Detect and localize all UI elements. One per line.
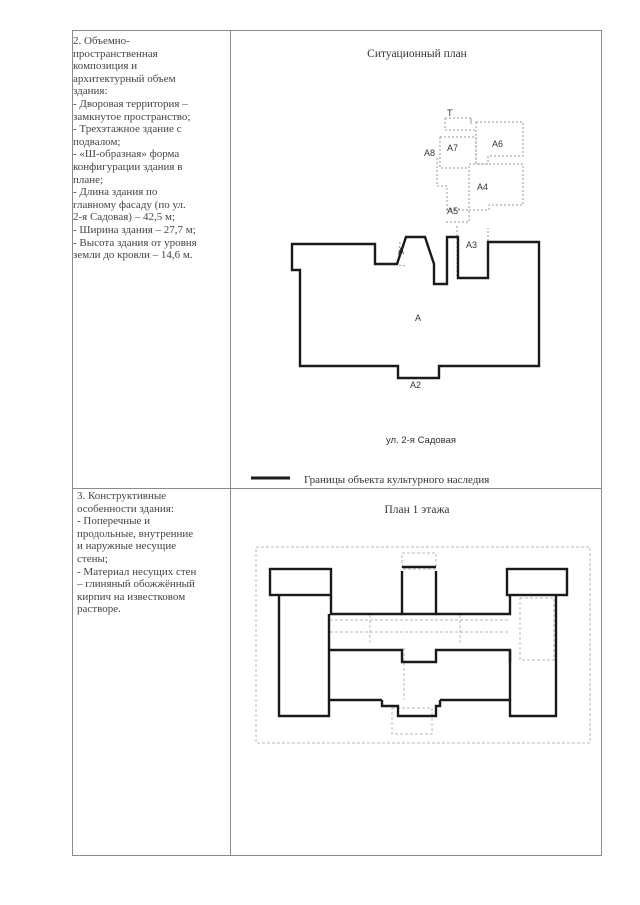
text-line: - Материал несущих стен bbox=[77, 565, 197, 578]
text-line: подвалом; bbox=[73, 135, 121, 148]
plan-faint-lines bbox=[256, 547, 590, 743]
text-line: - Трехэтажное здание с bbox=[73, 123, 182, 136]
situation-plan-drawing bbox=[230, 90, 602, 490]
label-a7: А7 bbox=[447, 143, 459, 153]
text-line: - «Ш-образная» форма bbox=[73, 148, 180, 161]
street-label: ул. 2-я Садовая bbox=[386, 435, 457, 446]
label-a3: А3 bbox=[466, 240, 478, 250]
label-a8: А8 bbox=[424, 148, 436, 158]
plan-walls bbox=[270, 567, 567, 716]
heritage-boundary bbox=[292, 237, 539, 378]
text-line: кирпич на известковом bbox=[77, 590, 186, 603]
text-line: – глиняный обожжённый bbox=[77, 578, 195, 591]
floor-plan-drawing bbox=[240, 540, 600, 760]
text-line: стены; bbox=[77, 552, 108, 565]
text-line: главному фасаду (по ул. bbox=[73, 198, 186, 211]
label-a1: А bbox=[398, 246, 405, 256]
text-line: архитектурный объем bbox=[73, 72, 176, 85]
text-line: плане; bbox=[73, 173, 104, 186]
text-line: композиция и bbox=[73, 60, 138, 73]
text-line: особенности здания: bbox=[77, 502, 174, 515]
situation-plan-caption: Ситуационный план bbox=[367, 48, 467, 60]
label-t: Т bbox=[447, 108, 453, 118]
text-line: и наружные несущие bbox=[77, 540, 177, 553]
text-line: земли до кровли – 14,6 м. bbox=[73, 249, 193, 262]
text-line: продольные, внутренние bbox=[77, 527, 194, 540]
text-line: - Дворовая территория – bbox=[73, 97, 188, 110]
text-line: - Поперечные и bbox=[77, 515, 151, 528]
text-line: здания: bbox=[73, 85, 108, 98]
text-line: конфигурации здания в bbox=[73, 160, 183, 173]
text-line: растворе. bbox=[77, 603, 121, 616]
floor-plan-caption: План 1 этажа bbox=[384, 504, 450, 516]
label-a: А bbox=[415, 313, 422, 323]
row2-description bbox=[77, 490, 229, 616]
text-line: 2-я Садовая) – 42,5 м; bbox=[73, 211, 175, 224]
legend-label: Границы объекта культурного наследия bbox=[304, 474, 490, 486]
label-a4: А4 bbox=[477, 182, 489, 192]
text-line: пространственная bbox=[73, 47, 158, 60]
text-line: - Длина здания по bbox=[73, 186, 158, 199]
text-line: 2. Объемно- bbox=[73, 35, 130, 47]
text-line: замкнутое пространство; bbox=[73, 110, 191, 123]
label-a6: А6 bbox=[492, 139, 504, 149]
neighbor-buildings bbox=[398, 118, 523, 278]
text-line: - Высота здания от уровня bbox=[73, 236, 197, 249]
label-a5: А5 bbox=[447, 206, 459, 216]
label-a2: А2 bbox=[410, 380, 422, 390]
row1-description bbox=[73, 35, 229, 262]
text-line: 3. Конструктивные bbox=[77, 490, 167, 502]
text-line: - Ширина здания – 27,7 м; bbox=[73, 223, 196, 236]
